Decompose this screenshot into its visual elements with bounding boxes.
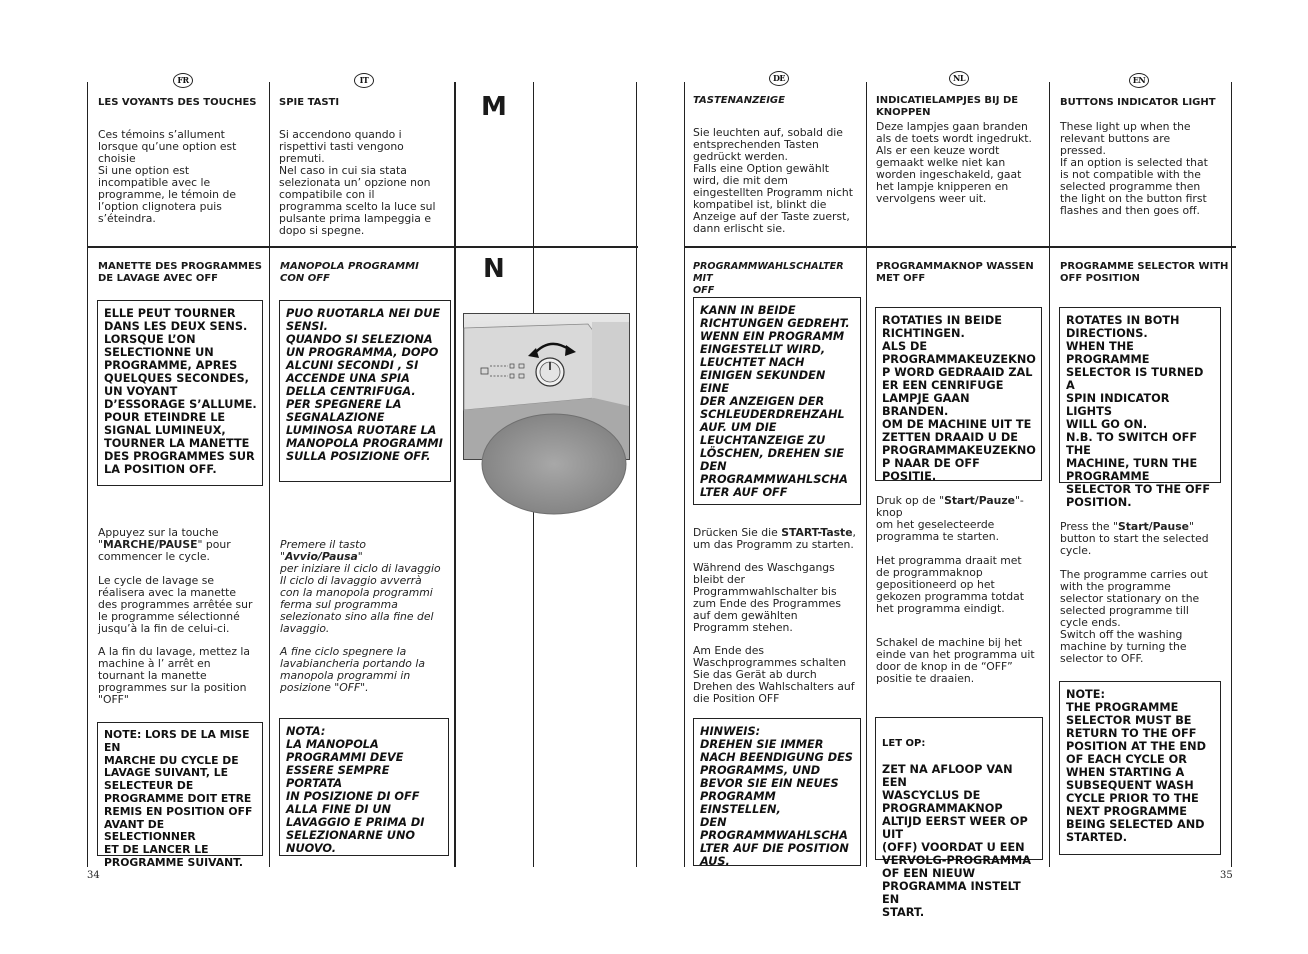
it-box-note: NOTA: LA MANOPOLA PROGRAMMI DEVE ESSERE SEMPRE PORTATA IN POSIZIONE DI OFF ALLA FINE DI UN LAVAGGIO E PRIMA DI SELEZIONARNE UNO NUOVO. [279, 718, 449, 856]
de-heading-indicators: TASTENANZEIGE [693, 95, 785, 106]
en-start-pre: Press the " [1060, 520, 1118, 533]
fr-start-pre: Appuyez sur la touche " [98, 526, 219, 551]
en-text-indicators: These light up when the relevant buttons are pressed. If an option is selected that is not compatible with the selected programme then the light on the button first flashes and then goes off. [1060, 120, 1208, 217]
nl-text-start [876, 495, 1048, 543]
nl-heading-indicators: INDICATIELAMPJES BIJ DE KNOPPEN [876, 95, 1019, 118]
en-text-start [1060, 521, 1230, 557]
fr-start-post: " pour commencer le cycle. [98, 538, 231, 563]
nl-note-label: LET OP: [882, 738, 926, 749]
fr-box-selector: ELLE PEUT TOURNER DANS LES DEUX SENS. LORSQUE L’ON SELECTIONNE UN PROGRAMME, APRES QUELQUES SECONDES, UN VOYANT D’ESSORAGE S’ALLUME. POUR ETEINDRE LE SIGNAL LUMINEUX, TOURNER LA MANETTE DES PROGRAMMES SUR LA POSITION OFF. [97, 300, 263, 486]
fr-text-cycle: Le cycle de lavage se réalisera avec la manette des programmes arrêtée sur le programme sélectionné jusqu’à la fin de celui-ci. [98, 574, 253, 635]
de-text-start [693, 527, 865, 551]
nl-start-button-name: Start/Pauze [944, 494, 1015, 507]
de-text-cycle: Während des Waschgangs bleibt der Programmwahlschalter bis zum Ende des Programmes auf dem gewählten Programm stehen. [693, 561, 841, 634]
nl-text-indicators: Deze lampjes gaan branden als de toets wordt ingedrukt. Als er een keuze wordt gemaakt welke niet kan worden ingeschakeld, gaat het lampje knipperen en vervolgens weer uit. [876, 120, 1032, 205]
section-marker-m: M [481, 92, 507, 122]
section-separator-left [87, 246, 638, 248]
lang-badge-en: EN [1129, 73, 1149, 88]
de-start-button-name: START-Taste [781, 526, 853, 539]
en-heading-indicators: BUTTONS INDICATOR LIGHT [1060, 97, 1216, 108]
nl-text-cycle: Het programma draait met de programmaknop gepositioneerd op het gekozen programma totdat het programma eindigt. [876, 554, 1024, 615]
de-start-pre: Drücken Sie die [693, 526, 782, 539]
nl-start-pre: Druk op de " [876, 494, 945, 507]
page-number-right: 35 [1220, 870, 1233, 881]
fr-text-indicators: Ces témoins s’allument lorsque qu’une option est choisie Si une option est incompatible avec le programme, le témoin de l’option clignotera puis s’éteindra. [98, 128, 237, 225]
de-box-note: HINWEIS: DREHEN SIE IMMER NACH BEENDIGUNG DES PROGRAMMS, UND BEVOR SIE EIN NEUES PROGRAMM EINSTELLEN, DEN PROGRAMMWAHLSCHA LTER AUF DIE POSITION AUS. [693, 718, 861, 866]
en-start-button-name: Start/Pause [1117, 520, 1189, 533]
nl-heading-selector: PROGRAMMAKNOP WASSEN MET OFF [876, 261, 1034, 284]
it-text-end: A fine ciclo spegnere la lavabiancheria portando la manopola programmi in posizione "OFF". [280, 645, 425, 694]
de-start-post: , um das Programm zu starten. [693, 526, 856, 551]
it-heading-selector: MANOPOLA PROGRAMMI CON OFF [280, 261, 419, 284]
fr-start-button-name: MARCHE/PAUSE [102, 538, 198, 551]
en-box-selector: ROTATES IN BOTH DIRECTIONS. WHEN THE PROGRAMME SELECTOR IS TURNED A SPIN INDICATOR LIGHTS WILL GO ON. N.B. TO SWITCH OFF THE MACHINE, TURN THE PROGRAMME SELECTOR TO THE OFF POSITION. [1059, 307, 1221, 483]
it-text-cycle: Il ciclo di lavaggio avverrà con la manopola programmi ferma sul programma selezionato sino alla fine del lavaggio. [280, 574, 434, 635]
de-box-selector: KANN IN BEIDE RICHTUNGEN GEDREHT. WENN EIN PROGRAMM EINGESTELLT WIRD, LEUCHTET NACH EINIGEN SEKUNDEN EINE DER ANZEIGEN DER SCHLEUDERDREHZAHL AUF. UM DIE LEUCHTANZEIGE ZU LÖSCHEN, DREHEN SIE DEN PROGRAMMWAHLSCHA LTER AUF OFF [693, 297, 861, 505]
washer-control-panel-drawing [464, 314, 629, 459]
section-separator-right [684, 246, 1236, 248]
fr-text-end: A la fin du lavage, mettez la machine à l’ arrêt en tournant la manette programmes sur la position "OFF" [98, 645, 251, 706]
en-heading-selector: PROGRAMME SELECTOR WITH OFF POSITION [1060, 261, 1229, 284]
it-box-selector: PUO RUOTARLA NEI DUE SENSI. QUANDO SI SELEZIONA UN PROGRAMMA, DOPO ALCUNI SECONDI , SI ACCENDE UNA SPIA DELLA CENTRIFUGA. PER SPEGNERE LA SEGNALAZIONE LUMINOSA RUOTARE LA MANOPOLA PROGRAMMI SULLA POSIZIONE OFF. [279, 300, 451, 482]
lang-badge-de: DE [769, 71, 789, 86]
divider-it-images [454, 82, 456, 867]
divider-nl-en [1049, 82, 1050, 867]
de-text-end: Am Ende des Waschprogrammes schalten Sie das Gerät ab durch Drehen des Wahlschalters auf die Position OFF [693, 644, 855, 705]
it-text-indicators: Si accendono quando i rispettivi tasti vengono premuti. Nel caso in cui sia stata selezionata un’ opzione non compatibile con il programma scelto la luce sul pulsante prima lampeggia e dopo si spegne. [279, 128, 436, 237]
divider-right-edge [1231, 82, 1232, 867]
it-heading-indicators: SPIE TASTI [279, 97, 340, 108]
section-marker-n: N [483, 254, 505, 284]
de-heading-selector: PROGRAMMWAHLSCHALTER MIT OFF [693, 261, 844, 296]
fr-box-note: NOTE: LORS DE LA MISE EN MARCHE DU CYCLE DE LAVAGE SUIVANT, LE SELECTEUR DE PROGRAMME DOIT ETRE REMIS EN POSITION OFF AVANT DE SELECTIONNER ET DE LANCER LE PROGRAMME SUIVANT. [97, 722, 263, 856]
en-start-post: " button to start the selected cycle. [1060, 520, 1209, 557]
it-start-pre: Premere il tasto " [280, 538, 367, 563]
divider-fr-it [87, 82, 88, 867]
divider-left-edge [636, 82, 637, 867]
fr-text-start [98, 527, 266, 563]
it-start-post: " per iniziare il ciclo di lavaggio [280, 550, 441, 575]
nl-text-end: Schakel de machine bij het einde van het programma uit door de knop in de “OFF” positie te draaien. [876, 636, 1035, 685]
washer-control-panel-image [463, 313, 630, 460]
fr-heading-selector: MANETTE DES PROGRAMMES DE LAVAGE AVEC OFF [98, 261, 263, 284]
it-text-start [280, 539, 452, 575]
nl-note-text: ZET NA AFLOOP VAN EEN WASCYCLUS DE PROGRAMMAKNOP ALTIJD EERST WEER OP UIT (OFF) VOORDAT U EEN VERVOLG-PROGRAMMA OF EEN NIEUW PROGRAMMA INSTELT EN START. [882, 763, 1031, 919]
divider-de-nl [866, 82, 867, 867]
fr-heading-indicators: LES VOYANTS DES TOUCHES [98, 97, 257, 108]
divider-it-mn [269, 82, 270, 867]
lang-badge-nl: NL [949, 71, 969, 86]
lang-badge-fr: FR [173, 73, 193, 88]
divider-right-start [684, 82, 685, 867]
en-box-note: NOTE: THE PROGRAMME SELECTOR MUST BE RETURN TO THE OFF POSITION AT THE END OF EACH CYCLE OR WHEN STARTING A SUBSEQUENT WASH CYCLE PRIOR TO THE NEXT PROGRAMME BEING SELECTED AND STARTED. [1059, 681, 1221, 855]
en-text-cycle: The programme carries out with the programme selector stationary on the selected programme till cycle ends. Switch off the washing machine by turning the selector to OFF. [1060, 568, 1208, 665]
nl-start-post: "-knop om het geselecteerde programma te starten. [876, 494, 1024, 543]
nl-box-note [875, 717, 1043, 919]
de-text-indicators: Sie leuchten auf, sobald die entsprechenden Tasten gedrückt werden. Falls eine Option gewählt wird, die mit dem eingestellten Programm nicht kompatibel ist, blinkt die Anzeige auf der Taste zuerst, dann erlischt sie. [693, 126, 853, 235]
lang-badge-it: IT [354, 73, 374, 88]
nl-box-selector: ROTATIES IN BEIDE RICHTINGEN. ALS DE PROGRAMMAKEUZEKNO P WORD GEDRAAID ZAL ER EEN CENRIFUGE LAMPJE GAAN BRANDEN. OM DE MACHINE UIT TE ZETTEN DRAAID U DE PROGRAMMAKEUZEKNO P NAAR DE OFF POSITIE. [875, 307, 1042, 481]
it-start-button-name: Avvio/Pausa [284, 550, 358, 563]
page-number-left: 34 [87, 870, 100, 881]
